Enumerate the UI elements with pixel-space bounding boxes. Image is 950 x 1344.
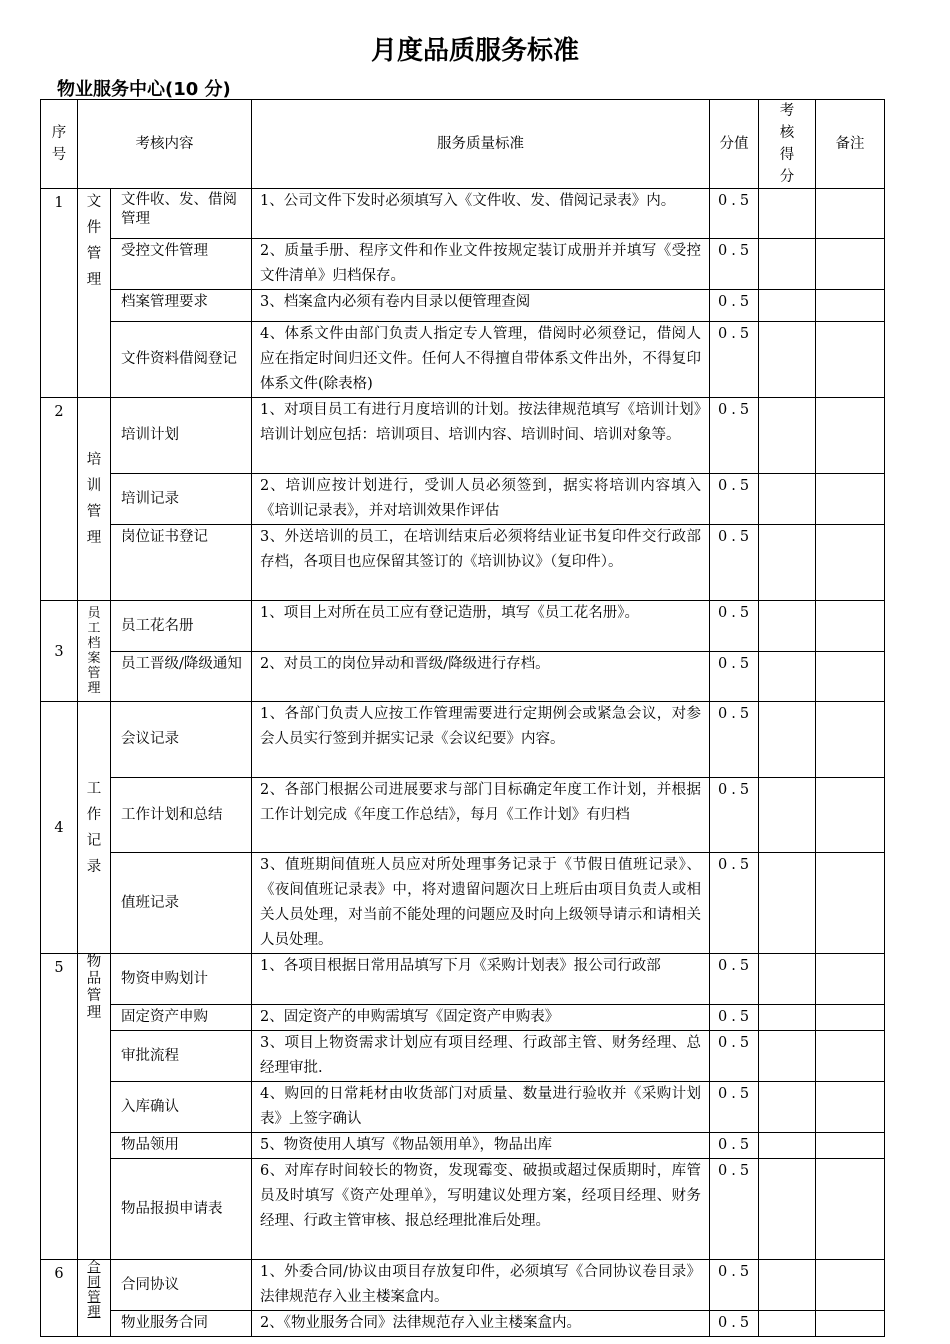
standards-table — [40, 99, 885, 1337]
table-row — [41, 290, 885, 322]
item-score: 0.5 — [710, 525, 759, 601]
item-name: 档案管理要求 — [111, 290, 252, 322]
note-cell — [816, 1005, 885, 1031]
table-row — [41, 322, 885, 398]
table-row — [41, 1082, 885, 1133]
table-row — [41, 239, 885, 290]
got-cell — [759, 702, 816, 778]
header-note: 备注 — [816, 100, 885, 189]
table-row — [41, 1031, 885, 1082]
table-row — [41, 1133, 885, 1159]
item-name: 员工花名册 — [111, 601, 252, 652]
item-standard: 2、质量手册、程序文件和作业文件按规定装订成册并并填写《受控文件清单》归档保存。 — [252, 239, 710, 290]
item-name: 文件收、发、借阅管理 — [111, 189, 252, 239]
header-got: 考核得分 — [759, 100, 816, 189]
got-cell — [759, 1311, 816, 1337]
item-standard: 5、物资使用人填写《物品领用单》，物品出库 — [252, 1133, 710, 1159]
note-cell — [816, 1260, 885, 1311]
item-standard: 3、值班期间值班人员应对所处理事务记录于《节假日值班记录》、《夜间值班记录表》中，将对遗留问题次日上班后由项目负责人或相关人员处理，对当前不能处理的问题应及时向上级领导请示和请相关人员处理。 — [252, 853, 710, 954]
table-row — [41, 525, 885, 601]
note-cell — [816, 954, 885, 1005]
item-score: 0.5 — [710, 1082, 759, 1133]
group-category: 员工档案管理 — [78, 601, 111, 702]
table-row — [41, 474, 885, 525]
item-score: 0.5 — [710, 1005, 759, 1031]
group-no: 5 — [41, 954, 78, 1260]
item-name: 物资申购划计 — [111, 954, 252, 1005]
note-cell — [816, 474, 885, 525]
got-cell — [759, 525, 816, 601]
got-cell — [759, 474, 816, 525]
header-score: 分值 — [710, 100, 759, 189]
item-standard: 1、外委合同/协议由项目存放复印件，必须填写《合同协议卷目录》法律规范存入业主楼案盒内。 — [252, 1260, 710, 1311]
item-score: 0.5 — [710, 189, 759, 239]
item-score: 0.5 — [710, 778, 759, 853]
table-row — [41, 1311, 885, 1337]
item-standard: 6、对库存时间较长的物资，发现霉变、破损或超过保质期时，库管员及时填写《资产处理单》，写明建议处理方案，经项目经理、财务经理、行政主管审核、报总经理批准后处理。 — [252, 1159, 710, 1260]
note-cell — [816, 322, 885, 398]
got-cell — [759, 1031, 816, 1082]
got-cell — [759, 652, 816, 702]
item-name: 固定资产申购 — [111, 1005, 252, 1031]
table-row — [41, 954, 885, 1005]
item-standard: 1、各项目根据日常用品填写下月《采购计划表》报公司行政部 — [252, 954, 710, 1005]
item-standard: 1、各部门负责人应按工作管理需要进行定期例会或紧急会议，对参会人员实行签到并据实记录《会议纪要》内容。 — [252, 702, 710, 778]
note-cell — [816, 398, 885, 474]
got-cell — [759, 1082, 816, 1133]
item-score: 0.5 — [710, 290, 759, 322]
group-category: 文件管理 — [78, 189, 111, 398]
note-cell — [816, 702, 885, 778]
header-content: 考核内容 — [78, 100, 252, 189]
item-standard: 3、档案盒内必须有卷内目录以便管理查阅 — [252, 290, 710, 322]
item-standard: 2、对员工的岗位异动和晋级/降级进行存档。 — [252, 652, 710, 702]
item-name: 培训计划 — [111, 398, 252, 474]
page-title: 月度品质服务标准 — [370, 36, 579, 66]
item-score: 0.5 — [710, 652, 759, 702]
item-score: 0.5 — [710, 239, 759, 290]
item-name: 入库确认 — [111, 1082, 252, 1133]
item-name: 值班记录 — [111, 853, 252, 954]
table-row — [41, 1005, 885, 1031]
table-row — [41, 778, 885, 853]
table-row — [41, 601, 885, 652]
note-cell — [816, 290, 885, 322]
item-name: 会议记录 — [111, 702, 252, 778]
item-score: 0.5 — [710, 853, 759, 954]
group-no: 1 — [41, 189, 78, 398]
group-no: 2 — [41, 398, 78, 601]
got-cell — [759, 1260, 816, 1311]
item-standard: 3、外送培训的员工，在培训结束后必须将结业证书复印件交行政部存档，各项目也应保留其签订的《培训协议》（复印件）。 — [252, 525, 710, 601]
item-name: 合同协议 — [111, 1260, 252, 1311]
note-cell — [816, 1082, 885, 1133]
item-standard: 2、《物业服务合同》法律规范存入业主楼案盒内。 — [252, 1311, 710, 1337]
got-cell — [759, 778, 816, 853]
note-cell — [816, 652, 885, 702]
table-row — [41, 1260, 885, 1311]
group-no: 6 — [41, 1260, 78, 1337]
item-score: 0.5 — [710, 1031, 759, 1082]
got-cell — [759, 1159, 816, 1260]
item-name: 审批流程 — [111, 1031, 252, 1082]
item-standard: 3、项目上物资需求计划应有项目经理、行政部主管、财务经理、总经理审批. — [252, 1031, 710, 1082]
item-score: 0.5 — [710, 702, 759, 778]
item-standard: 4、体系文件由部门负责人指定专人管理，借阅时必须登记，借阅人应在指定时间归还文件。任何人不得擅自带体系文件出外，不得复印体系文件(除表格) — [252, 322, 710, 398]
item-score: 0.5 — [710, 601, 759, 652]
section-title: 物业服务中心(10 分) — [57, 79, 231, 100]
got-cell — [759, 189, 816, 239]
table-row — [41, 189, 885, 239]
item-score: 0.5 — [710, 474, 759, 525]
got-cell — [759, 853, 816, 954]
item-name: 工作计划和总结 — [111, 778, 252, 853]
item-score: 0.5 — [710, 1133, 759, 1159]
group-no: 4 — [41, 702, 78, 954]
table-row — [41, 398, 885, 474]
group-category: 物品管理 — [78, 954, 111, 1260]
item-score: 0.5 — [710, 1159, 759, 1260]
table-row — [41, 853, 885, 954]
item-name: 物业服务合同 — [111, 1311, 252, 1337]
item-score: 0.5 — [710, 322, 759, 398]
got-cell — [759, 290, 816, 322]
item-score: 0.5 — [710, 954, 759, 1005]
got-cell — [759, 954, 816, 1005]
got-cell — [759, 1133, 816, 1159]
item-standard: 1、对项目员工有进行月度培训的计划。按法律规范填写《培训计划》培训计划应包括：培训项目、培训内容、培训时间、培训对象等。 — [252, 398, 710, 474]
table-row — [41, 702, 885, 778]
note-cell — [816, 239, 885, 290]
got-cell — [759, 601, 816, 652]
item-score: 0.5 — [710, 398, 759, 474]
got-cell — [759, 239, 816, 290]
group-category: 工作记录 — [78, 702, 111, 954]
item-name: 物品报损申请表 — [111, 1159, 252, 1260]
group-category: 合同管理 — [78, 1260, 111, 1337]
note-cell — [816, 778, 885, 853]
group-no: 3 — [41, 601, 78, 702]
note-cell — [816, 525, 885, 601]
group-category: 培训管理 — [78, 398, 111, 601]
got-cell — [759, 322, 816, 398]
item-standard: 4、购回的日常耗材由收货部门对质量、数量进行验收并《采购计划表》上签字确认 — [252, 1082, 710, 1133]
note-cell — [816, 1159, 885, 1260]
item-score: 0.5 — [710, 1260, 759, 1311]
note-cell — [816, 601, 885, 652]
header-standard: 服务质量标准 — [252, 100, 710, 189]
item-name: 培训记录 — [111, 474, 252, 525]
table-row — [41, 1159, 885, 1260]
item-name: 受控文件管理 — [111, 239, 252, 290]
item-name: 文件资料借阅登记 — [111, 322, 252, 398]
note-cell — [816, 1031, 885, 1082]
item-standard: 2、固定资产的申购需填写《固定资产申购表》 — [252, 1005, 710, 1031]
item-standard: 1、公司文件下发时必须填写入《文件收、发、借阅记录表》内。 — [252, 189, 710, 239]
item-standard: 2、各部门根据公司进展要求与部门目标确定年度工作计划，并根据工作计划完成《年度工作总结》，每月《工作计划》有归档 — [252, 778, 710, 853]
item-standard: 1、项目上对所在员工应有登记造册，填写《员工花名册》。 — [252, 601, 710, 652]
item-name: 物品领用 — [111, 1133, 252, 1159]
header-no: 序号 — [41, 100, 78, 189]
got-cell — [759, 398, 816, 474]
got-cell — [759, 1005, 816, 1031]
item-name: 员工晋级/降级通知 — [111, 652, 252, 702]
item-standard: 2、培训应按计划进行，受训人员必须签到，据实将培训内容填入《培训记录表》，并对培训效果作评估 — [252, 474, 710, 525]
table-row — [41, 652, 885, 702]
item-score: 0.5 — [710, 1311, 759, 1337]
note-cell — [816, 1311, 885, 1337]
note-cell — [816, 853, 885, 954]
note-cell — [816, 189, 885, 239]
note-cell — [816, 1133, 885, 1159]
item-name: 岗位证书登记 — [111, 525, 252, 601]
